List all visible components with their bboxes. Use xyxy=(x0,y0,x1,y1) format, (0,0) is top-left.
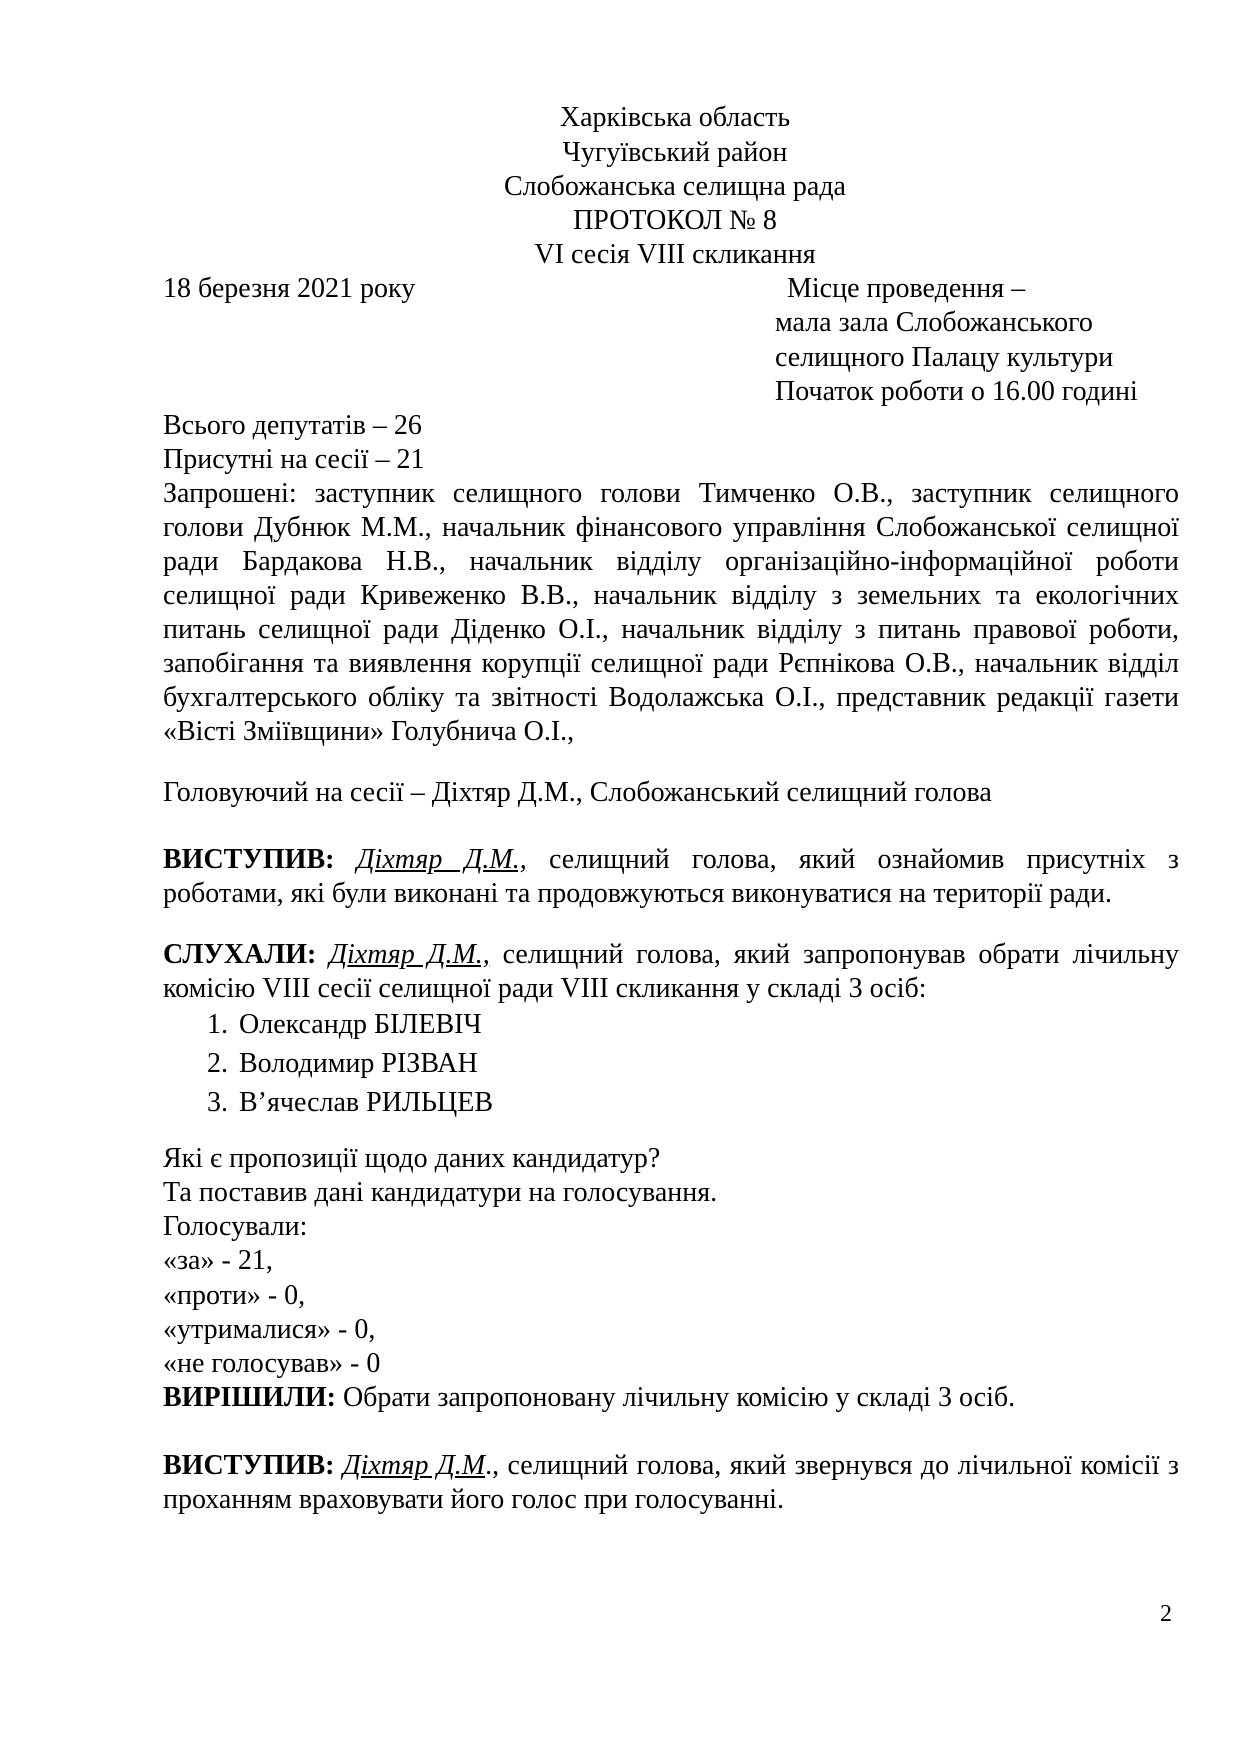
vote-for: «за» - 21, xyxy=(163,1245,273,1276)
header-district: Чугуївський район xyxy=(562,137,788,168)
speech-text: селищний голова, який ознайомив присутніх з роботами, які були виконані та продовжуються виконуватися на території ради. xyxy=(163,844,1179,909)
chair-line: Головуючий на сесії – Діхтяр Д.М., Слобожанський селищний голова xyxy=(163,777,992,808)
page-number: 2 xyxy=(1160,1601,1172,1627)
meeting-date: 18 березня 2021 року xyxy=(163,273,416,304)
voted-label: Голосували: xyxy=(163,1211,308,1242)
counting-commission-list xyxy=(163,1005,493,1122)
put-to-vote: Та поставив дані кандидатури на голосування. xyxy=(163,1177,718,1208)
list-item: 2. Володимир РІЗВАН xyxy=(235,1044,493,1083)
decision-line xyxy=(163,1381,1015,1415)
total-deputies: Всього депутатів – 26 xyxy=(163,410,422,441)
vote-abstained: «утрималися» - 0, xyxy=(163,1314,376,1345)
heard-text: селищний голова, який запропонував обрати лічильну комісію VIII сесії селищної ради VIII скликання у складі 3 осіб: xyxy=(163,939,1179,1004)
heard-paragraph xyxy=(163,938,1179,1006)
speech-label: ВИСТУПИВ: xyxy=(163,1450,335,1481)
start-time: Початок роботи о 16.00 годині xyxy=(775,376,1138,407)
speech-paragraph-2 xyxy=(163,1449,1179,1517)
venue-line-2: мала зала Слобожанського xyxy=(775,307,1093,338)
venue-line-3: селищного Палацу культури xyxy=(775,342,1114,373)
header-council: Слобожанська селищна рада xyxy=(504,171,846,202)
proposal-question: Які є пропозиції щодо даних кандидатур? xyxy=(163,1143,661,1174)
decision-label: ВИРІШИЛИ: xyxy=(163,1382,336,1413)
vote-not-voted: «не голосував» - 0 xyxy=(163,1348,381,1379)
list-item: 3. В’ячеслав РИЛЬЦЕВ xyxy=(235,1083,493,1122)
speech-label: ВИСТУПИВ: xyxy=(163,844,335,875)
session-title: VI сесія VIII скликання xyxy=(534,239,816,270)
speaker-name: Діхтяр Д.М., xyxy=(356,844,527,875)
present-deputies: Присутні на сесії – 21 xyxy=(163,444,425,475)
invited-paragraph: Запрошені: заступник селищного голови Тимченко О.В., заступник селищного голови Дубнюк М.М., начальник фінансового управління Слобожанської селищної ради Бардакова Н.В., начальник відділу організаційно-інформаційної роботи селищної ради Кривеженко В.В., начальник відділу з земельних та екологічних питань селищної ради Діденко О.І., начальник відділу з питань правової роботи, запобігання та виявлення корупції селищної ради Рєпнікова О.В., начальник відділ бухгалтерського обліку та звітності Водолажська О.І., представник редакції газети «Вісті Зміївщини» Голубнича О.І., xyxy=(163,478,1179,747)
speaker-name: Діхтяр Д.М., xyxy=(329,939,490,970)
speaker-name: Діхтяр Д.М xyxy=(342,1450,486,1481)
speech-paragraph-1 xyxy=(163,843,1179,911)
protocol-title: ПРОТОКОЛ № 8 xyxy=(573,205,777,236)
vote-against: «проти» - 0, xyxy=(163,1280,306,1311)
venue-line-1: Місце проведення – xyxy=(787,273,1026,304)
decision-text: Обрати запропоновану лічильну комісію у складі 3 осіб. xyxy=(335,1382,1016,1413)
speech-text: ., селищний голова, який звернувся до лічильної комісії з проханням враховувати його голос при голосуванні. xyxy=(163,1450,1179,1515)
header-region: Харківська область xyxy=(559,102,791,133)
heard-label: СЛУХАЛИ: xyxy=(163,939,317,970)
list-item: 1. Олександр БІЛЕВІЧ xyxy=(235,1005,493,1044)
